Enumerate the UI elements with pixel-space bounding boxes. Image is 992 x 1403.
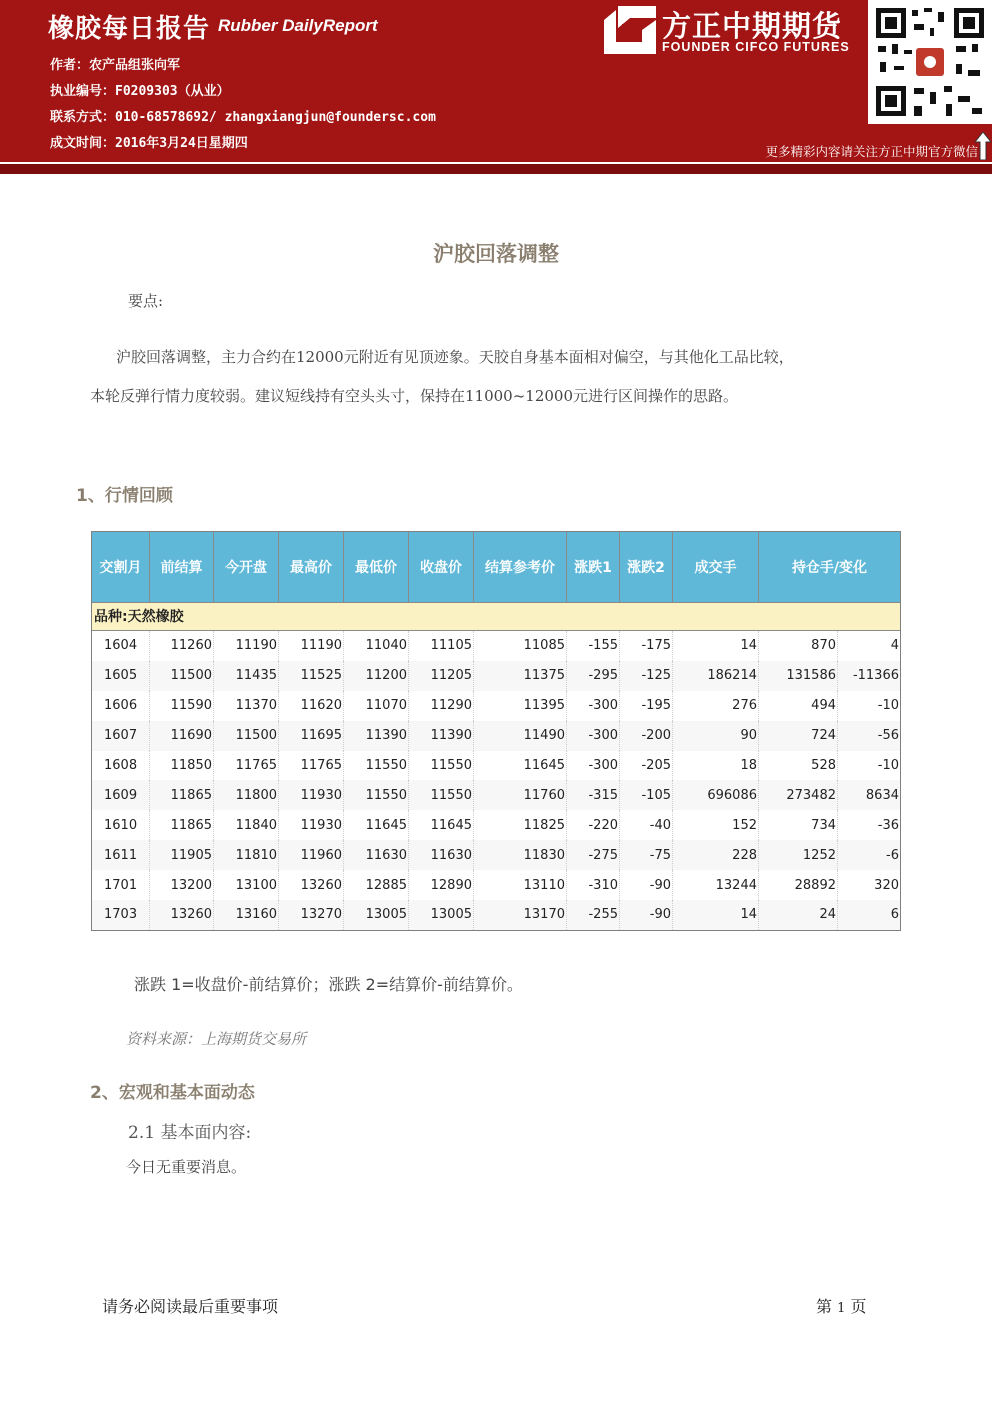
table-cell: 11395 xyxy=(474,691,567,721)
table-cell: 11500 xyxy=(214,721,279,751)
doc-title: 沪胶回落调整 xyxy=(433,242,559,266)
report-title-en: Rubber DailyReport xyxy=(218,16,378,35)
table-cell: 11765 xyxy=(214,751,279,781)
table-cell: -75 xyxy=(620,840,673,870)
table-cell: 13005 xyxy=(409,900,474,930)
report-header xyxy=(0,0,992,162)
table-cell: -255 xyxy=(567,900,620,930)
table-cell: 12885 xyxy=(344,870,409,900)
table-cell: 152 xyxy=(673,810,759,840)
brand-name-en: FOUNDER CIFCO FUTURES xyxy=(662,40,850,54)
table-cell: 11830 xyxy=(474,840,567,870)
table-cell: -175 xyxy=(620,631,673,661)
table-cell: 11390 xyxy=(344,721,409,751)
table-cell: -10 xyxy=(877,758,899,773)
brand-name-cn: 方正中期期货 xyxy=(662,9,843,43)
table-cell: 11630 xyxy=(344,840,409,870)
table-cell: 228 xyxy=(673,840,759,870)
table-cell: -220 xyxy=(567,810,620,840)
market-table xyxy=(91,531,901,931)
table-row xyxy=(92,661,900,691)
table-cell: 1606 xyxy=(92,691,150,721)
table-cell: 13160 xyxy=(214,900,279,930)
table-cell: 11525 xyxy=(279,661,344,691)
table-cell: -300 xyxy=(567,721,620,751)
table-cell: 11865 xyxy=(150,780,214,810)
table-cell: 11105 xyxy=(409,631,474,661)
table-cell: -155 xyxy=(567,631,620,661)
table-cell: -10 xyxy=(877,698,899,714)
table-cell: 734 xyxy=(759,810,838,840)
table-cell: 8634 xyxy=(865,787,899,803)
table-cell: 11930 xyxy=(279,810,344,840)
table-cell: 11800 xyxy=(214,780,279,810)
table-row xyxy=(92,691,900,721)
wechat-qr-code-icon[interactable] xyxy=(868,0,992,124)
table-cell: 11200 xyxy=(344,661,409,691)
table-cell: 11375 xyxy=(474,661,567,691)
col-header: 涨跌1 xyxy=(567,532,620,602)
date-line: 成文时间：2016年3月24日星期四 xyxy=(50,136,248,151)
col-header: 结算参考价 xyxy=(474,532,567,602)
table-cell: 1611 xyxy=(92,840,150,870)
table-cell: 28892 xyxy=(759,870,838,900)
table-cell: 1604 xyxy=(92,631,150,661)
table-cell: 11865 xyxy=(150,810,214,840)
table-cell: 1605 xyxy=(92,661,150,691)
table-cell: 14 xyxy=(673,631,759,661)
table-cell: 11825 xyxy=(474,810,567,840)
table-cell: 11960 xyxy=(279,840,344,870)
table-cell: 11645 xyxy=(344,810,409,840)
table-cell: 11905 xyxy=(150,840,214,870)
table-cell: 11840 xyxy=(214,810,279,840)
summary-line-2: 本轮反弹行情力度较弱。建议短线持有空头头寸，保持在11000~12000元进行区间操作的思路。 xyxy=(90,387,739,405)
col-header: 最高价 xyxy=(279,532,344,602)
page-prefix: 第 xyxy=(816,1297,833,1316)
section-1-heading: 1、行情回顾 xyxy=(76,486,173,506)
table-cell: 1252 xyxy=(759,840,838,870)
data-source: 资料来源：上海期货交易所 xyxy=(126,1030,307,1048)
col-header: 收盘价 xyxy=(409,532,474,602)
table-cell: 11070 xyxy=(344,691,409,721)
table-cell: 11760 xyxy=(474,780,567,810)
summary-line-1: 沪胶回落调整，主力合约在12000元附近有见顶迹象。天胶自身基本面相对偏空，与其他化工品比较， xyxy=(116,348,794,366)
table-cell: 14 xyxy=(673,900,759,930)
table-cell: 4 xyxy=(890,638,899,654)
table-cell: 11205 xyxy=(409,661,474,691)
table-cell: 724 xyxy=(759,721,838,751)
report-title-cn: 橡胶每日报告 xyxy=(48,14,211,44)
table-cell: 11810 xyxy=(214,840,279,870)
follow-wechat-text: 更多精彩内容请关注方正中期官方微信 xyxy=(765,144,978,159)
table-cell: -36 xyxy=(877,817,899,833)
table-cell: 11550 xyxy=(344,780,409,810)
table-cell: 696086 xyxy=(673,780,759,810)
table-cell: 13244 xyxy=(673,870,759,900)
table-cell: 11765 xyxy=(279,751,344,781)
table-cell: 11500 xyxy=(150,661,214,691)
col-header: 持仓手/变化 xyxy=(791,560,868,576)
table-cell: 11645 xyxy=(474,751,567,781)
table-cell: 24 xyxy=(759,900,838,930)
table-cell: 11690 xyxy=(150,721,214,751)
table-cell: 11190 xyxy=(279,631,344,661)
table-cell: 1610 xyxy=(92,810,150,840)
formula-note: 涨跌 1=收盘价-前结算价；涨跌 2=结算价-前结算价。 xyxy=(134,975,523,994)
col-header: 最低价 xyxy=(344,532,409,602)
table-cell: 90 xyxy=(673,721,759,751)
table-row xyxy=(92,721,900,751)
table-cell: 186214 xyxy=(673,661,759,691)
table-cell: 13100 xyxy=(214,870,279,900)
license-line: 执业编号：F0209303（从业） xyxy=(50,84,230,99)
table-cell: 11190 xyxy=(214,631,279,661)
table-row xyxy=(92,840,900,870)
table-cell: 1607 xyxy=(92,721,150,751)
table-cell: -105 xyxy=(620,780,673,810)
author-line: 作者：农产品组张向军 xyxy=(50,58,181,73)
table-cell: 12890 xyxy=(409,870,474,900)
table-cell: 273482 xyxy=(759,780,838,810)
table-cell: 11550 xyxy=(409,751,474,781)
table-cell: -300 xyxy=(567,751,620,781)
arrow-up-icon xyxy=(975,132,991,160)
table-cell: -6 xyxy=(886,847,899,863)
table-cell: -295 xyxy=(567,661,620,691)
col-header: 涨跌2 xyxy=(620,532,673,602)
table-cell: 11040 xyxy=(344,631,409,661)
col-header: 今开盘 xyxy=(214,532,279,602)
page-suffix: 页 xyxy=(850,1297,867,1316)
table-cell: 11085 xyxy=(474,631,567,661)
table-cell: 11645 xyxy=(409,810,474,840)
table-cell: 1701 xyxy=(92,870,150,900)
table-cell: 11290 xyxy=(409,691,474,721)
table-cell: -90 xyxy=(620,900,673,930)
table-cell: -11366 xyxy=(852,668,899,684)
table-cell: 276 xyxy=(673,691,759,721)
table-row xyxy=(92,900,900,930)
keypoints-label: 要点: xyxy=(128,292,164,310)
founder-logo-icon xyxy=(604,6,656,54)
table-cell: 11590 xyxy=(150,691,214,721)
table-cell: -310 xyxy=(567,870,620,900)
page-number xyxy=(816,1294,867,1317)
table-cell: 11620 xyxy=(279,691,344,721)
table-cell: 11850 xyxy=(150,751,214,781)
table-cell: -200 xyxy=(620,721,673,751)
table-cell: 11630 xyxy=(409,840,474,870)
table-cell: 11550 xyxy=(344,751,409,781)
table-row xyxy=(92,780,900,810)
section-2-heading: 2、宏观和基本面动态 xyxy=(90,1083,255,1103)
table-cell: 11435 xyxy=(214,661,279,691)
table-cell: -125 xyxy=(620,661,673,691)
table-cell: -195 xyxy=(620,691,673,721)
col-header: 成交手 xyxy=(673,532,759,602)
table-cell: 11550 xyxy=(409,780,474,810)
table-cell: -40 xyxy=(620,810,673,840)
table-row xyxy=(92,870,900,900)
table-header-row xyxy=(92,532,900,602)
table-cell: 11370 xyxy=(214,691,279,721)
page-num: 1 xyxy=(837,1301,846,1316)
table-body xyxy=(92,631,900,930)
table-cell: 870 xyxy=(759,631,838,661)
table-cell: 1608 xyxy=(92,751,150,781)
col-header: 前结算 xyxy=(150,532,214,602)
table-cell: 131586 xyxy=(759,661,838,691)
table-cell: 1703 xyxy=(92,900,150,930)
table-cell: 320 xyxy=(874,877,899,893)
section-2-1-heading: 2.1 基本面内容: xyxy=(128,1123,252,1143)
footer-notice: 请务必阅读最后重要事项 xyxy=(102,1297,279,1316)
col-header: 交割月 xyxy=(92,532,150,602)
table-cell: 494 xyxy=(759,691,838,721)
table-row xyxy=(92,810,900,840)
table-cell: 6 xyxy=(890,907,899,923)
table-row xyxy=(92,751,900,781)
variety-row: 品种:天然橡胶 xyxy=(92,602,900,631)
table-cell: -205 xyxy=(620,751,673,781)
table-cell: 1609 xyxy=(92,780,150,810)
table-cell: 11695 xyxy=(279,721,344,751)
table-cell: 13260 xyxy=(150,900,214,930)
table-cell: 13270 xyxy=(279,900,344,930)
table-cell: 528 xyxy=(759,751,838,781)
header-divider-line xyxy=(0,164,992,174)
table-cell: 13170 xyxy=(474,900,567,930)
table-row xyxy=(92,631,900,661)
table-cell: -90 xyxy=(620,870,673,900)
table-cell: 18 xyxy=(673,751,759,781)
table-cell: -275 xyxy=(567,840,620,870)
contact-line: 联系方式：010-68578692/ zhangxiangjun@foundersc.com xyxy=(50,110,436,125)
table-cell: 13110 xyxy=(474,870,567,900)
table-cell: 11930 xyxy=(279,780,344,810)
table-cell: 13200 xyxy=(150,870,214,900)
table-cell: 11490 xyxy=(474,721,567,751)
table-cell: -300 xyxy=(567,691,620,721)
no-news-text: 今日无重要消息。 xyxy=(126,1158,247,1176)
table-cell: -56 xyxy=(877,728,899,744)
table-cell: 11390 xyxy=(409,721,474,751)
table-cell: 11260 xyxy=(150,631,214,661)
table-cell: -315 xyxy=(567,780,620,810)
table-cell: 13260 xyxy=(279,870,344,900)
table-cell: 13005 xyxy=(344,900,409,930)
